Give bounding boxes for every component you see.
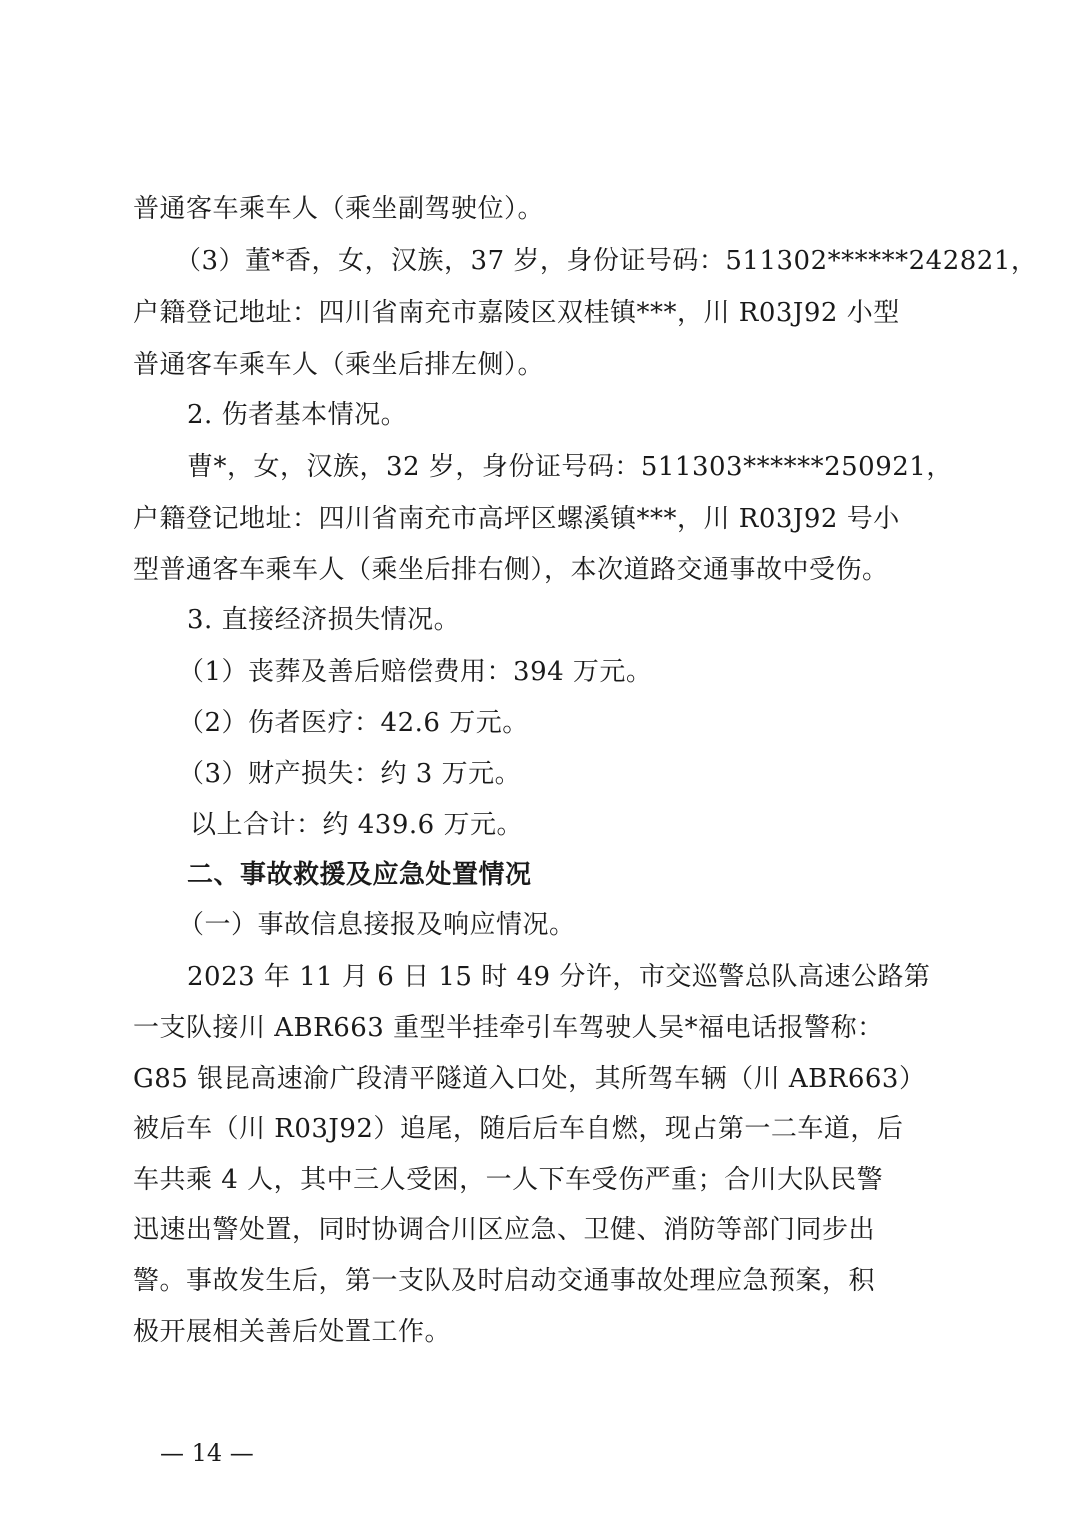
body-line: 一支队接川 ABR663 重型半挂牵引车驾驶人吴*福电话报警称： [133,1013,884,1043]
body-line: 户籍登记地址：四川省南充市高坪区螺溪镇***，川 R03J92 号小 [133,504,900,534]
section-heading: 3. 直接经济损失情况。 [187,605,461,635]
body-line: 2023 年 11 月 6 日 15 时 49 分许，市交巡警总队高速公路第 [187,962,931,992]
list-item: （3）财产损失：约 3 万元。 [178,759,522,789]
subsection-heading: （一）事故信息接报及响应情况。 [178,910,576,940]
body-line: 普通客车乘车人（乘坐后排左侧）。 [133,350,545,380]
body-line: 曹*，女，汉族，32 岁，身份证号码：511303******250921， [187,452,953,482]
list-item: （2）伤者医疗：42.6 万元。 [178,708,529,738]
body-line: 迅速出警处置，同时协调合川区应急、卫健、消防等部门同步出 [133,1215,876,1245]
list-item: （1）丧葬及善后赔偿费用：394 万元。 [178,657,653,687]
body-line: 型普通客车乘车人（乘坐后排右侧），本次道路交通事故中受伤。 [133,555,889,585]
body-line: 普通客车乘车人（乘坐副驾驶位）。 [133,194,545,224]
body-line: 户籍登记地址：四川省南充市嘉陵区双桂镇***，川 R03J92 小型 [133,298,900,328]
body-line: （3）董*香，女，汉族，37 岁，身份证号码：511302******242821， [175,246,1038,276]
body-line: 极开展相关善后处置工作。 [133,1317,452,1347]
body-line: 被后车（川 R03J92）追尾，随后后车自燃，现占第一二车道，后 [133,1114,904,1144]
body-line: 警。事故发生后，第一支队及时启动交通事故处理应急预案，积 [133,1266,876,1296]
chapter-heading: 二、事故救援及应急处置情况 [187,860,532,890]
body-line: G85 银昆高速渝广段清平隧道入口处，其所驾车辆（川 ABR663） [133,1064,926,1094]
body-line: 车共乘 4 人，其中三人受困，一人下车受伤严重；合川大队民警 [133,1165,884,1195]
section-heading: 2. 伤者基本情况。 [187,400,408,430]
total-line: 以上合计：约 439.6 万元。 [190,810,523,840]
page-number: — 14 — [160,1439,254,1467]
